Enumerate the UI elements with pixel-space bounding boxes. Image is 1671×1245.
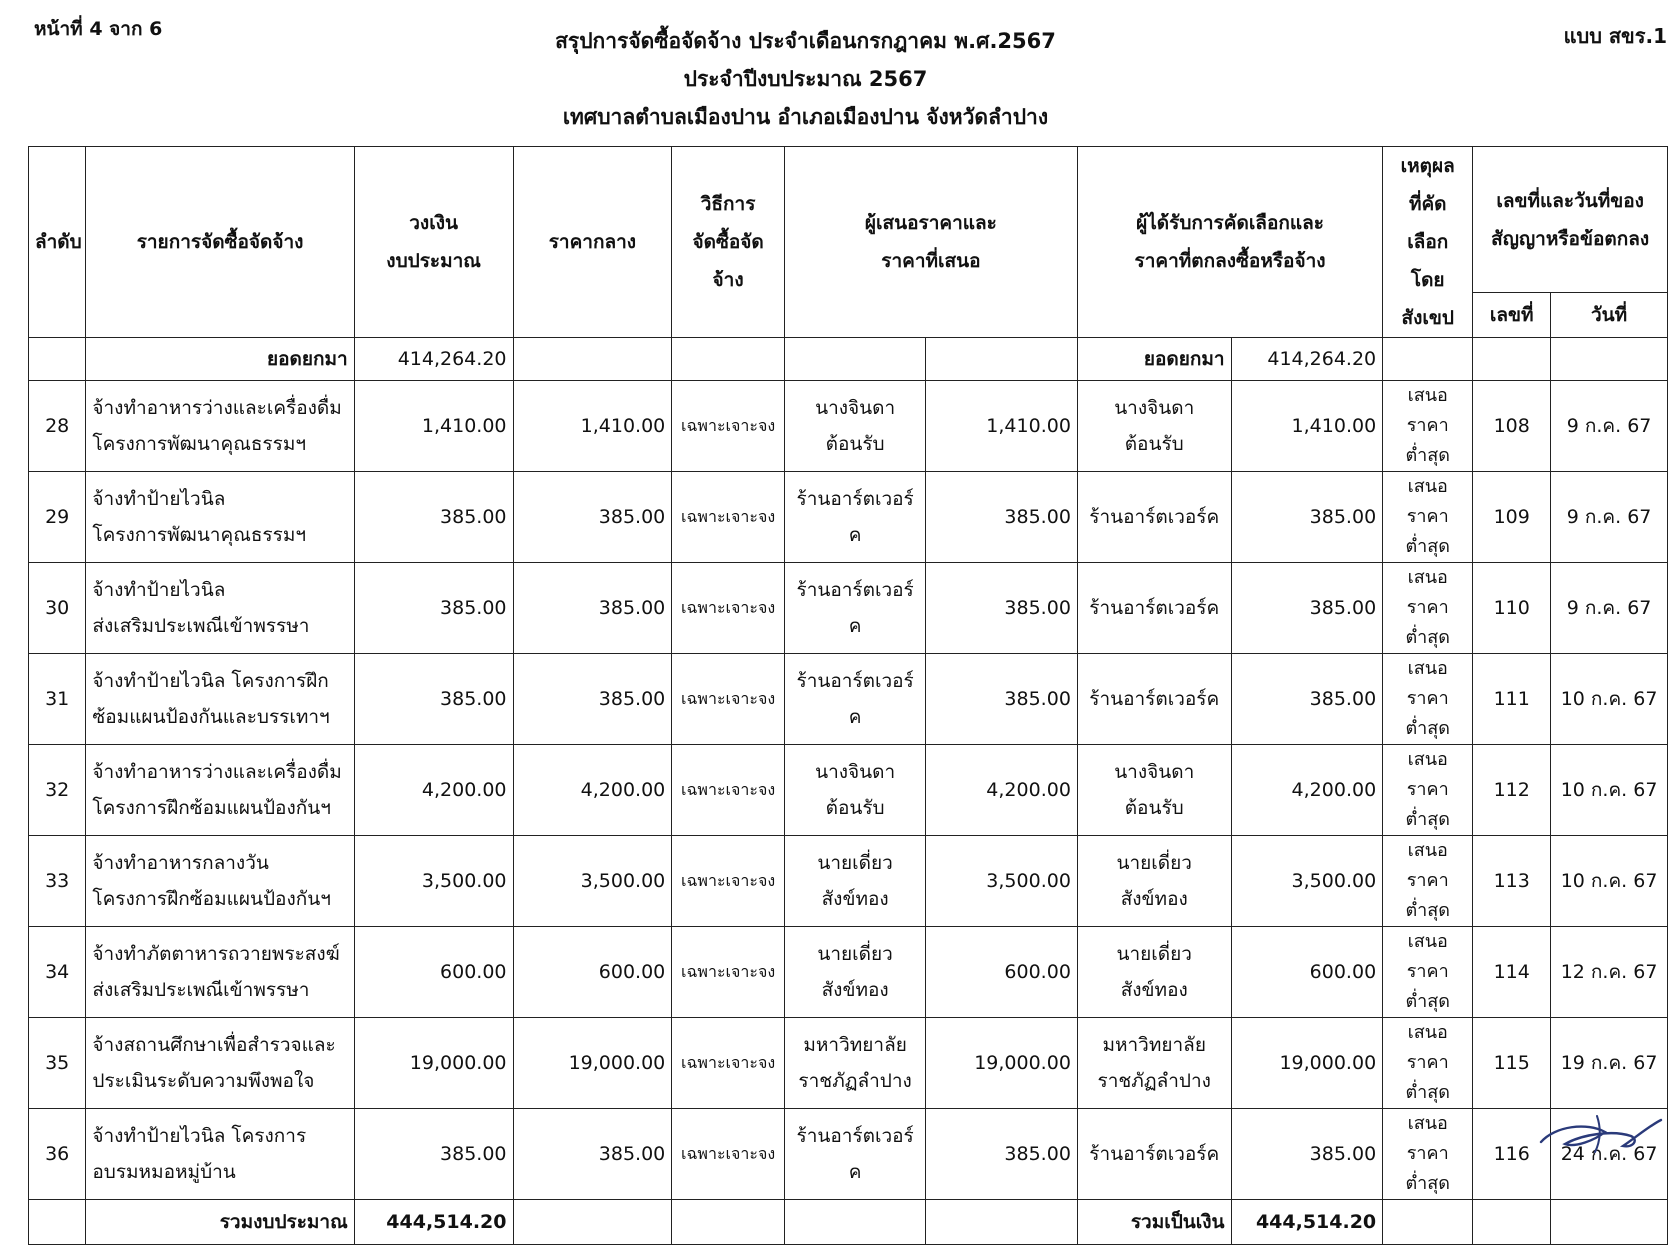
row-contract-no: 108 xyxy=(1473,381,1551,472)
row-bid-price: 1,410.00 xyxy=(926,381,1078,472)
row-winner: นายเดี่ยว สังข์ทอง xyxy=(1077,836,1231,927)
total-row xyxy=(29,1200,1668,1245)
row-item: จ้างทำอาหารว่างและเครื่องดื่ม โครงการพัฒนาคุณธรรมฯ xyxy=(86,381,354,472)
row-contract-date: 24 ก.ค. 67 xyxy=(1551,1109,1668,1200)
carry-forward-label: ยอดยกมา xyxy=(86,338,354,381)
row-bid-price: 385.00 xyxy=(926,654,1078,745)
row-winner: ร้านอาร์ตเวอร์ค xyxy=(1077,654,1231,745)
row-median-price: 385.00 xyxy=(513,654,672,745)
row-contract-no: 111 xyxy=(1473,654,1551,745)
row-win-price: 385.00 xyxy=(1231,563,1383,654)
row-win-price: 600.00 xyxy=(1231,927,1383,1018)
carry-forward-label-right: ยอดยกมา xyxy=(1077,338,1231,381)
total-sum-amount: 444,514.20 xyxy=(1231,1200,1383,1245)
row-item: จ้างทำป้ายไวนิล โครงการพัฒนาคุณธรรมฯ xyxy=(86,472,354,563)
row-win-price: 4,200.00 xyxy=(1231,745,1383,836)
row-budget: 600.00 xyxy=(354,927,513,1018)
row-method: เฉพาะเจาะจง xyxy=(672,927,785,1018)
row-item: จ้างทำป้ายไวนิล ส่งเสริมประเพณีเข้าพรรษา xyxy=(86,563,354,654)
header-no: ลำดับ xyxy=(29,147,86,338)
row-method: เฉพาะเจาะจง xyxy=(672,836,785,927)
row-win-price: 19,000.00 xyxy=(1231,1018,1383,1109)
header-median-price: ราคากลาง xyxy=(513,147,672,338)
page-number: หน้าที่ 4 จาก 6 xyxy=(34,18,163,40)
row-winner: นางจินดา ต้อนรับ xyxy=(1077,381,1231,472)
header-contract: เลขที่และวันที่ของ สัญญาหรือข้อตกลง xyxy=(1473,147,1668,293)
row-no: 36 xyxy=(29,1109,86,1200)
row-contract-date: 9 ก.ค. 67 xyxy=(1551,472,1668,563)
row-budget: 1,410.00 xyxy=(354,381,513,472)
row-method: เฉพาะเจาะจง xyxy=(672,1018,785,1109)
row-win-price: 385.00 xyxy=(1231,654,1383,745)
row-method: เฉพาะเจาะจง xyxy=(672,563,785,654)
row-method: เฉพาะเจาะจง xyxy=(672,745,785,836)
row-reason: เสนอราคา ต่ำสุด xyxy=(1383,654,1473,745)
row-method: เฉพาะเจาะจง xyxy=(672,1109,785,1200)
row-contract-date: 12 ก.ค. 67 xyxy=(1551,927,1668,1018)
row-win-price: 1,410.00 xyxy=(1231,381,1383,472)
row-item: จ้างทำภัตตาหารถวายพระสงฆ์ ส่งเสริมประเพณีเข้าพรรษา xyxy=(86,927,354,1018)
row-winner: มหาวิทยาลัย ราชภัฏลำปาง xyxy=(1077,1018,1231,1109)
row-no: 35 xyxy=(29,1018,86,1109)
row-budget: 19,000.00 xyxy=(354,1018,513,1109)
row-bidder: นางจินดา ต้อนรับ xyxy=(784,745,925,836)
title-line-3: เทศบาลตำบลเมืองปาน อำเภอเมืองปาน จังหวัดลำปาง xyxy=(562,105,1049,129)
table-row xyxy=(29,927,1668,1018)
row-bid-price: 385.00 xyxy=(926,1109,1078,1200)
row-contract-date: 10 ก.ค. 67 xyxy=(1551,654,1668,745)
row-no: 31 xyxy=(29,654,86,745)
row-budget: 385.00 xyxy=(354,654,513,745)
row-bid-price: 19,000.00 xyxy=(926,1018,1078,1109)
row-bidder: มหาวิทยาลัย ราชภัฏลำปาง xyxy=(784,1018,925,1109)
row-item: จ้างทำอาหารกลางวัน โครงการฝึกซ้อมแผนป้องกันฯ xyxy=(86,836,354,927)
row-median-price: 3,500.00 xyxy=(513,836,672,927)
table-row xyxy=(29,654,1668,745)
row-median-price: 4,200.00 xyxy=(513,745,672,836)
table-row xyxy=(29,1109,1668,1200)
row-item: จ้างทำอาหารว่างและเครื่องดื่ม โครงการฝึกซ้อมแผนป้องกันฯ xyxy=(86,745,354,836)
row-winner: นายเดี่ยว สังข์ทอง xyxy=(1077,927,1231,1018)
row-bidder: ร้านอาร์ตเวอร์ค xyxy=(784,654,925,745)
row-item: จ้างทำป้ายไวนิล โครงการฝึก ซ้อมแผนป้องกันและบรรเทาฯ xyxy=(86,654,354,745)
row-bid-price: 385.00 xyxy=(926,563,1078,654)
form-code: แบบ สขร.1 xyxy=(1563,24,1667,48)
row-bidder: ร้านอาร์ตเวอร์ค xyxy=(784,563,925,654)
row-item: จ้างสถานศึกษาเพื่อสำรวจและ ประเมินระดับความพึงพอใจ xyxy=(86,1018,354,1109)
row-median-price: 385.00 xyxy=(513,472,672,563)
row-bidder: นายเดี่ยว สังข์ทอง xyxy=(784,927,925,1018)
row-contract-no: 114 xyxy=(1473,927,1551,1018)
row-budget: 385.00 xyxy=(354,1109,513,1200)
row-contract-no: 112 xyxy=(1473,745,1551,836)
header-budget: วงเงิน งบประมาณ xyxy=(354,147,513,338)
row-bidder: ร้านอาร์ตเวอร์ค xyxy=(784,1109,925,1200)
header-reason: เหตุผล ที่คัดเลือก โดยสังเขป xyxy=(1383,147,1473,338)
row-winner: นางจินดา ต้อนรับ xyxy=(1077,745,1231,836)
title-line-2: ประจำปีงบประมาณ 2567 xyxy=(683,67,928,91)
row-contract-no: 116 xyxy=(1473,1109,1551,1200)
row-median-price: 385.00 xyxy=(513,1109,672,1200)
table-row xyxy=(29,563,1668,654)
row-median-price: 385.00 xyxy=(513,563,672,654)
row-no: 28 xyxy=(29,381,86,472)
row-reason: เสนอราคา ต่ำสุด xyxy=(1383,745,1473,836)
total-budget-label: รวมงบประมาณ xyxy=(86,1200,354,1245)
header-item: รายการจัดซื้อจัดจ้าง xyxy=(86,147,354,338)
row-reason: เสนอราคา ต่ำสุด xyxy=(1383,836,1473,927)
table-row xyxy=(29,381,1668,472)
row-no: 32 xyxy=(29,745,86,836)
total-budget-amount: 444,514.20 xyxy=(354,1200,513,1245)
row-item: จ้างทำป้ายไวนิล โครงการ อบรมหมอหมู่บ้าน xyxy=(86,1109,354,1200)
row-contract-date: 9 ก.ค. 67 xyxy=(1551,563,1668,654)
carry-forward-amount-right: 414,264.20 xyxy=(1231,338,1383,381)
row-reason: เสนอราคา ต่ำสุด xyxy=(1383,472,1473,563)
row-no: 29 xyxy=(29,472,86,563)
row-contract-no: 115 xyxy=(1473,1018,1551,1109)
row-winner: ร้านอาร์ตเวอร์ค xyxy=(1077,1109,1231,1200)
row-contract-date: 9 ก.ค. 67 xyxy=(1551,381,1668,472)
carry-forward-amount: 414,264.20 xyxy=(354,338,513,381)
row-win-price: 385.00 xyxy=(1231,472,1383,563)
row-bid-price: 3,500.00 xyxy=(926,836,1078,927)
row-budget: 385.00 xyxy=(354,563,513,654)
row-bidder: ร้านอาร์ตเวอร์ค xyxy=(784,472,925,563)
procurement-table xyxy=(28,146,1668,1245)
row-contract-no: 110 xyxy=(1473,563,1551,654)
row-contract-date: 10 ก.ค. 67 xyxy=(1551,745,1668,836)
row-reason: เสนอราคา ต่ำสุด xyxy=(1383,1109,1473,1200)
row-method: เฉพาะเจาะจง xyxy=(672,472,785,563)
row-budget: 385.00 xyxy=(354,472,513,563)
row-method: เฉพาะเจาะจง xyxy=(672,381,785,472)
row-median-price: 1,410.00 xyxy=(513,381,672,472)
title-line-1: สรุปการจัดซื้อจัดจ้าง ประจำเดือนกรกฎาคม พ.ศ.2567 xyxy=(555,29,1056,53)
header-contract-no: เลขที่ xyxy=(1473,293,1551,338)
row-reason: เสนอราคา ต่ำสุด xyxy=(1383,563,1473,654)
table-row xyxy=(29,745,1668,836)
row-reason: เสนอราคา ต่ำสุด xyxy=(1383,927,1473,1018)
header-method: วิธีการ จัดซื้อจัดจ้าง xyxy=(672,147,785,338)
header-contract-date: วันที่ xyxy=(1551,293,1668,338)
row-reason: เสนอราคา ต่ำสุด xyxy=(1383,1018,1473,1109)
row-no: 30 xyxy=(29,563,86,654)
row-contract-no: 113 xyxy=(1473,836,1551,927)
carry-forward-row xyxy=(29,338,1668,381)
row-reason: เสนอราคา ต่ำสุด xyxy=(1383,381,1473,472)
table-row xyxy=(29,836,1668,927)
table-row xyxy=(29,1018,1668,1109)
row-contract-date: 10 ก.ค. 67 xyxy=(1551,836,1668,927)
row-win-price: 385.00 xyxy=(1231,1109,1383,1200)
header-winner: ผู้ได้รับการคัดเลือกและ ราคาที่ตกลงซื้อหรือจ้าง xyxy=(1077,147,1382,338)
row-median-price: 600.00 xyxy=(513,927,672,1018)
row-winner: ร้านอาร์ตเวอร์ค xyxy=(1077,472,1231,563)
row-no: 33 xyxy=(29,836,86,927)
signature xyxy=(1535,1104,1665,1159)
row-method: เฉพาะเจาะจง xyxy=(672,654,785,745)
row-median-price: 19,000.00 xyxy=(513,1018,672,1109)
row-winner: ร้านอาร์ตเวอร์ค xyxy=(1077,563,1231,654)
row-contract-no: 109 xyxy=(1473,472,1551,563)
row-bid-price: 385.00 xyxy=(926,472,1078,563)
row-bid-price: 4,200.00 xyxy=(926,745,1078,836)
row-budget: 3,500.00 xyxy=(354,836,513,927)
document-title xyxy=(0,22,1671,136)
row-contract-date: 19 ก.ค. 67 xyxy=(1551,1018,1668,1109)
row-win-price: 3,500.00 xyxy=(1231,836,1383,927)
row-budget: 4,200.00 xyxy=(354,745,513,836)
total-sum-label: รวมเป็นเงิน xyxy=(1077,1200,1231,1245)
row-bidder: นายเดี่ยว สังข์ทอง xyxy=(784,836,925,927)
row-bid-price: 600.00 xyxy=(926,927,1078,1018)
row-no: 34 xyxy=(29,927,86,1018)
table-row xyxy=(29,472,1668,563)
row-bidder: นางจินดา ต้อนรับ xyxy=(784,381,925,472)
header-bidders: ผู้เสนอราคาและ ราคาที่เสนอ xyxy=(784,147,1077,338)
